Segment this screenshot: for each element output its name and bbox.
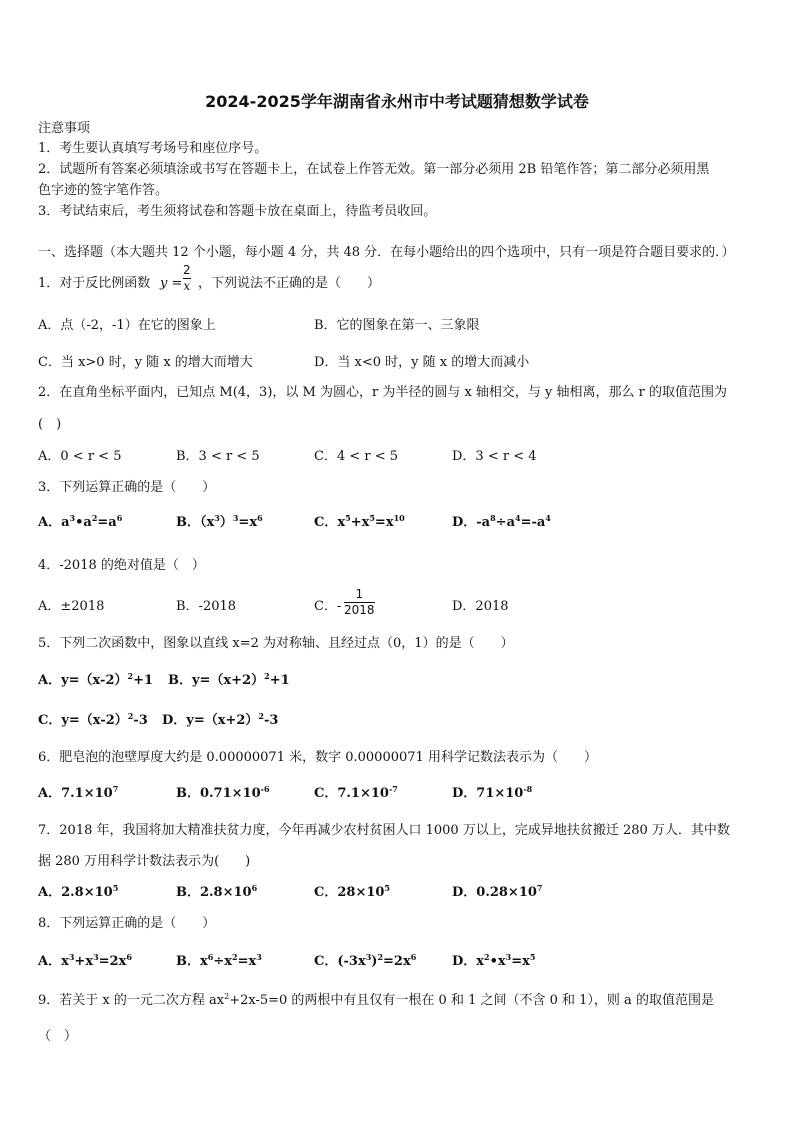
q6-option-b: B．$0.71\times 10^{-6}$: [176, 784, 270, 801]
q7-stem-line2: 据 280 万用科学计数法表示为( ): [38, 854, 251, 869]
q7-option-d: D．$0.28\times 10^7$: [452, 883, 543, 900]
notice-item-1: 1．考生要认真填写考场号和座位序号。: [38, 141, 268, 156]
q1-fraction: [183, 264, 191, 293]
notice-item-2: 2．试题所有答案必须填涂或书写在答题卡上，在试卷上作答无效。第一部分必须用 2B 铅笔作答；第二部分必须用黑: [38, 162, 710, 177]
q3-option-c: C．$x^5+x^5=x^{10}$: [314, 513, 405, 530]
q4-option-c-fraction: [344, 588, 375, 617]
page-title: 2024-2025学年湖南省永州市中考试题猜想数学试卷: [205, 92, 589, 111]
q5-option-d: D．$y=(x+2)^2-3$: [162, 711, 279, 728]
q2-option-c: C．4 < r < 5: [314, 449, 399, 464]
q8-option-c: C．$(-3x^3)^2=2x^6$: [314, 952, 417, 969]
q1-option-d: D．当 x<0 时，y 随 x 的增大而减小: [314, 355, 530, 370]
q4-option-b: B．-2018: [176, 599, 237, 614]
q1-option-c: C．当 x>0 时，y 随 x 的增大而增大: [38, 355, 253, 370]
q4-frac-numerator: 1: [355, 587, 364, 601]
q7-stem-line1: 7．2018 年，我国将加大精准扶贫力度，今年再减少农村贫困人口 1000 万以上，完成异地扶贫搬迁 280 万人．其中数: [38, 823, 730, 838]
q4-option-a: A．±2018: [38, 599, 105, 614]
q3-option-a: A．$a^3•a^2=a^6$: [38, 513, 123, 530]
q8-option-d: D．$x^2•x^3=x^5$: [452, 952, 536, 969]
q1-option-a: A．点（-2，-1）在它的图象上: [38, 318, 216, 333]
q2-option-d: D．3 < r < 4: [452, 449, 537, 464]
q8-stem: 8．下列运算正确的是（ ）: [38, 916, 216, 931]
q7-option-a: A．$2.8\times 10^5$: [38, 883, 119, 900]
q5-stem: 5．下列二次函数中，图象以直线 x=2 为对称轴、且经过点（0，1）的是（ ）: [38, 636, 514, 651]
q4-stem: 4．-2018 的绝对值是（ ）: [38, 558, 205, 573]
q9-stem-line2: （ ）: [38, 1029, 78, 1044]
q8-option-b: B．$x^6\div x^2=x^3$: [176, 952, 262, 969]
q2-option-b: B．3 < r < 5: [176, 449, 260, 464]
q1-frac-numerator: 2: [183, 263, 191, 277]
q5-option-c: C．$y=(x-2)^2-3$: [38, 711, 148, 728]
q2-stem-line2: ( ): [38, 417, 62, 432]
q2-option-a: A．0 < r < 5: [38, 449, 122, 464]
q3-stem: 3．下列运算正确的是（ ）: [38, 480, 216, 495]
q3-option-b: B．$(x^3)^3=x^6$: [176, 513, 263, 530]
q2-stem-line1: 2．在直角坐标平面内，已知点 M(4，3)，以 M 为圆心，r 为半径的圆与 x 轴相交，与 y 轴相离，那么 r 的取值范围为: [38, 385, 728, 400]
q7-option-c: C．$28\times 10^5$: [314, 883, 390, 900]
notice-item-3: 3．考试结束后，考生须将试卷和答题卡放在桌面上，待监考员收回。: [38, 204, 437, 219]
q1-func-lhs: y =: [160, 276, 183, 291]
notice-item-2-cont: 色字迹的签字笔作答。: [38, 183, 169, 198]
q1-frac-denominator: x: [183, 279, 191, 293]
section-heading: 一、选择题（本大题共 12 个小题，每小题 4 分，共 48 分．在每小题给出的四个选项中，只有一项是符合题目要求的．）: [38, 245, 735, 260]
notice-heading: 注意事项: [38, 121, 91, 136]
q6-option-c: C．$7.1\times 10^{-7}$: [314, 784, 398, 801]
q8-option-a: A．$x^3+x^3=2x^6$: [38, 952, 132, 969]
q1-option-b: B．它的图象在第一、三象限: [314, 318, 480, 333]
q1-stem-prefix: 1．对于反比例函数: [38, 276, 151, 291]
q9-stem-line1: 9．若关于 x 的一元二次方程 $ax^2+2x-5=0$ 的两根中有且仅有一根在 0 和 1 之间（不含 0 和 1），则 a 的取值范围是: [38, 992, 714, 1008]
q7-option-b: B．$2.8\times 10^6$: [176, 883, 258, 900]
q6-option-d: D．$71\times 10^{-8}$: [452, 784, 533, 801]
q6-stem: 6．肥皂泡的泡壁厚度大约是 0.00000071 米，数字 0.00000071 用科学记数法表示为（ ）: [38, 750, 597, 765]
q4-option-d: D．2018: [452, 599, 509, 614]
q3-option-d: D．$-a^8\div a^4=-a^4$: [452, 513, 551, 530]
q4-option-c-prefix: C．-: [314, 599, 342, 614]
q6-option-a: A．$7.1\times 10^7$: [38, 784, 119, 801]
q5-option-a: A．$y=(x-2)^2+1$: [38, 671, 154, 688]
q4-frac-denominator: 2018: [344, 603, 375, 617]
q1-stem-suffix: ，下列说法不正确的是（ ）: [198, 276, 381, 291]
q5-option-b: B．$y=(x+2)^2+1$: [168, 671, 290, 688]
